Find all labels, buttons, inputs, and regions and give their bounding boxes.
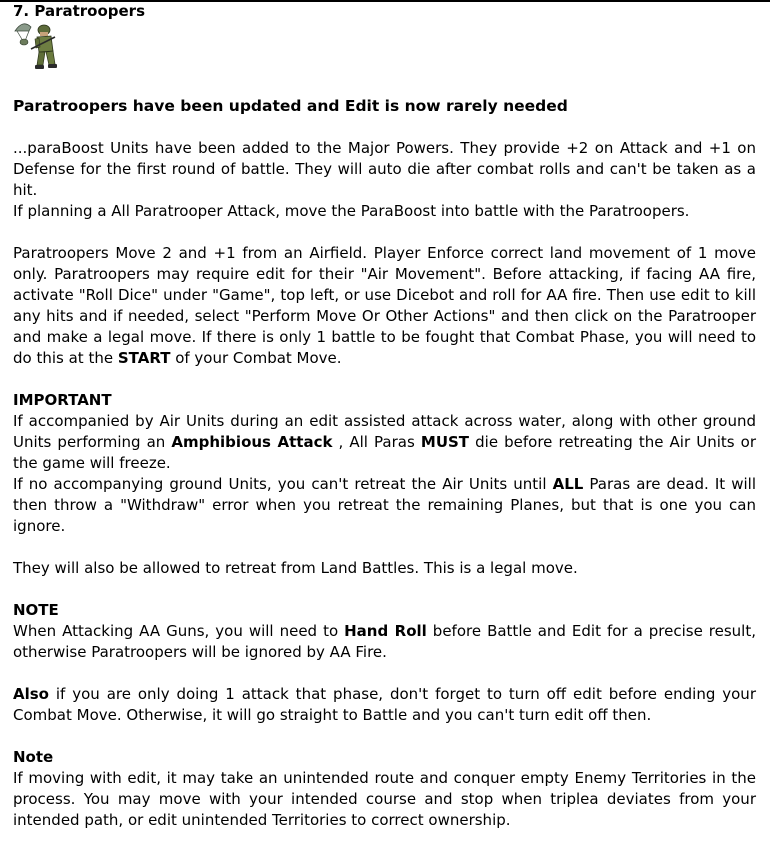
paraboost-attack-paragraph: If planning a All Paratrooper Attack, move the ParaBoost into battle with the Paratroopers. [13, 202, 690, 220]
paraboost-paragraph: ...paraBoost Units have been added to the Major Powers. They provide +2 on Attack and +1 on Defense for the first round of battle. They will auto die after combat rolls and can't be taken as a hit. [13, 139, 756, 199]
note-heading: NOTE [13, 601, 59, 619]
lead-heading: Paratroopers have been updated and Edit is now rarely needed [13, 97, 568, 115]
note-aa-paragraph: When Attacking AA Guns, you will need to Hand Roll before Battle and Edit for a precise result, otherwise Paratroopers will be ignored by AA Fire. [13, 622, 756, 661]
paratrooper-icon [13, 21, 59, 71]
note2-heading: Note [13, 748, 54, 766]
movement-paragraph: Paratroopers Move 2 and +1 from an Airfield. Player Enforce correct land movement of 1 move only. Paratroopers may require edit for their "Air Movement". Before attacking, if facing AA fire, activate "Roll Dice" under "Game", top left, or use Dicebot and roll for AA fire. Then use edit to kill any hits and if needed, select "Perform Move Or Other Actions" and then click on the Paratrooper and make a legal move. If there is only 1 battle to be fought that Combat Phase, you will need to do this at the START of your Combat Move. [13, 244, 756, 367]
important-paragraph-amphibious: If accompanied by Air Units during an edit assisted attack across water, along with other ground Units performing an Amphibious Attack , All Paras MUST die before retreating the Air Units or the game will freeze. [13, 412, 756, 472]
paratroopers-body [13, 96, 756, 831]
also-paragraph: Also if you are only doing 1 attack that phase, don't forget to turn off edit before ending your Combat Move. Otherwise, it will go straight to Battle and you can't turn edit off then. [13, 685, 756, 724]
note-edit-route-paragraph: If moving with edit, it may take an unintended route and conquer empty Enemy Territories in the process. You may move with your intended course and stop when triplea deviates from your intended path, or edit unintended Territories to correct ownership. [13, 769, 756, 829]
retreat-paragraph: They will also be allowed to retreat from Land Battles. This is a legal move. [13, 559, 578, 577]
section-title: 7. Paratroopers [13, 2, 146, 20]
important-paragraph-withdraw: If no accompanying ground Units, you can't retreat the Air Units until ALL Paras are dead. It will then throw a "Withdraw" error when you retreat the remaining Planes, but that is one you can ignore. [13, 475, 756, 535]
important-heading: IMPORTANT [13, 391, 112, 409]
